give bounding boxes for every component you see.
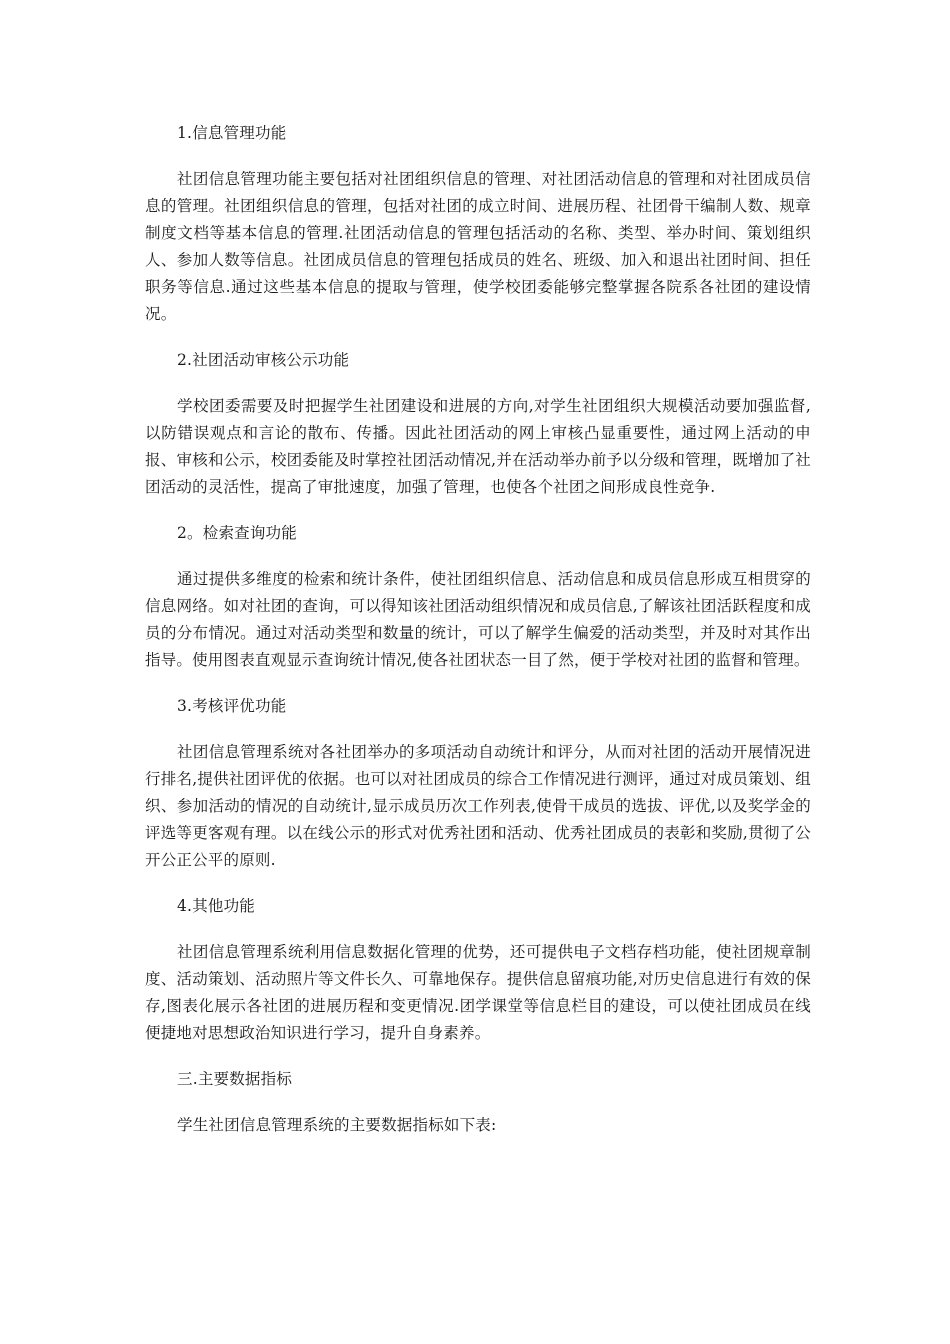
section-heading-other-functions: 4.其他功能: [177, 897, 255, 915]
paragraph-search-query: 通过提供多维度的检索和统计条件，使社团组织信息、活动信息和成员信息形成互相贯穿的信息网络。如对社团的查询，可以得知该社团活动组织情况和成员信息,了解该社团活跃程度和成员的分布情况。通过对活动类型和数量的统计，可以了解学生偏爱的活动类型，并及时对其作出指导。使用图表直观显示查询统计情况,使各社团状态一目了然，便于学校对社团的监督和管理。: [145, 570, 811, 669]
paragraph-other-functions: 社团信息管理系统利用信息数据化管理的优势，还可提供电子文档存档功能，使社团规章制度、活动策划、活动照片等文件长久、可靠地保存。提供信息留痕功能,对历史信息进行有效的保存,图表化展示各社团的进展历程和变更情况.团学课堂等信息栏目的建设，可以使社团成员在线便捷地对思想政治知识进行学习，提升自身素养。: [145, 943, 811, 1042]
section-heading-data-indicators: 三.主要数据指标: [177, 1070, 293, 1088]
paragraph-activity-review: 学校团委需要及时把握学生社团建设和进展的方向,对学生社团组织大规模活动要加强监督,以防错误观点和言论的散布、传播。因此社团活动的网上审核凸显重要性，通过网上活动的申报、审核和公示，校团委能及时掌控社团活动情况,并在活动举办前予以分级和管理，既增加了社团活动的灵活性，提高了审批速度，加强了管理，也使各个社团之间形成良性竞争.: [145, 397, 811, 496]
paragraph-info-management: 社团信息管理功能主要包括对社团组织信息的管理、对社团活动信息的管理和对社团成员信息的管理。社团组织信息的管理，包括对社团的成立时间、进展历程、社团骨干编制人数、规章制度文档等基本信息的管理.社团活动信息的管理包括活动的名称、类型、举办时间、策划组织人、参加人数等信息。社团成员信息的管理包括成员的姓名、班级、加入和退出社团时间、担任职务等信息.通过这些基本信息的提取与管理，使学校团委能够完整掌握各院系各社团的建设情况。: [145, 170, 811, 323]
section-heading-activity-review: 2.社团活动审核公示功能: [177, 351, 350, 369]
document-page: [145, 120, 811, 1158]
section-heading-info-management: 1.信息管理功能: [177, 124, 287, 142]
section-heading-evaluation: 3.考核评优功能: [177, 697, 287, 715]
section-heading-search-query: 2。检索查询功能: [177, 524, 297, 542]
paragraph-evaluation: 社团信息管理系统对各社团举办的多项活动自动统计和评分，从而对社团的活动开展情况进行排名,提供社团评优的依据。也可以对社团成员的综合工作情况进行测评，通过对成员策划、组织、参加活动的情况的自动统计,显示成员历次工作列表,使骨干成员的选拔、评优,以及奖学金的评选等更客观有理。以在线公示的形式对优秀社团和活动、优秀社团成员的表彰和奖励,贯彻了公开公正公平的原则.: [145, 743, 811, 869]
table-intro-line: 学生社团信息管理系统的主要数据指标如下表:: [177, 1116, 497, 1134]
